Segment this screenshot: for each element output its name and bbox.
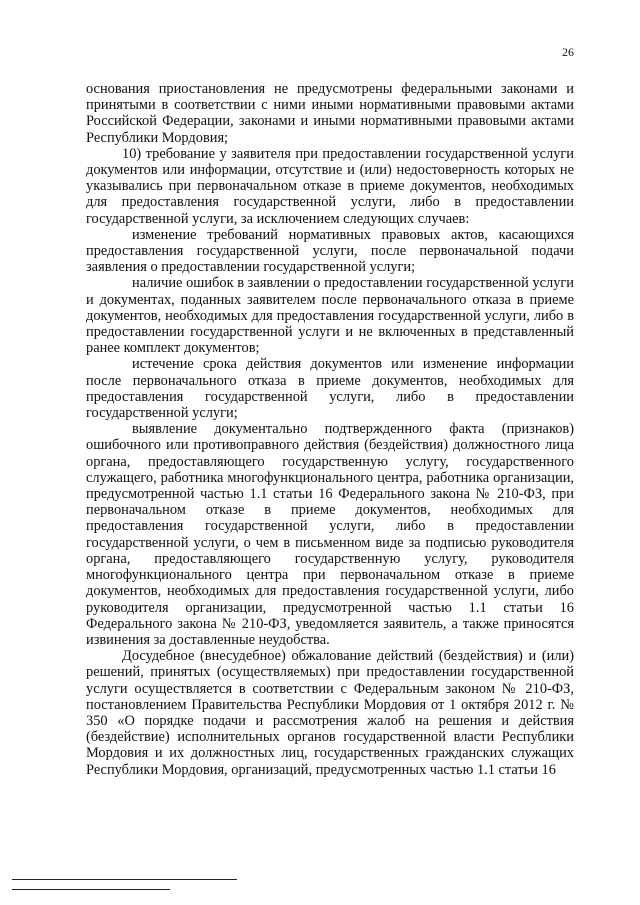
- paragraph-pretrial-appeal: Досудебное (внесудебное) обжалование действий (бездействия) и (или) решений, принятых (осуществляемых) при предоставлении государственной услуги осуществляется в соответствии с Федеральным законом № 210-ФЗ, постановлением Правительства Республики Мордовия от 1 октября 2012 г. № 350 «О порядке подачи и рассмотрения жалоб на решения и действия (бездействие) исполнительных органов государственной власти Республики Мордовия и их должностных лиц, государственных гражданских служащих Республики Мордовия, организаций, предусмотренных частью 1.1 статьи 16: [86, 648, 574, 778]
- list-item-application-errors: наличие ошибок в заявлении о предоставлении государственной услуги и документах, поданных заявителем после первоначального отказа в приеме документов, необходимых для предоставления государственной услуги, либо в предоставлении государственной услуги и не включенных в представленный ранее комплект документов;: [86, 275, 574, 357]
- list-item-unlawful-action: выявление документально подтвержденного факта (признаков) ошибочного или противоправного действия (бездействия) должностного лица органа, предоставляющего государственную услугу, государственного служащего, работника многофункционального центра, работника организации, предусмотренной частью 1.1 статьи 16 Федерального закона № 210-ФЗ, при первоначальном отказе в приеме документов, необходимых для предоставления государственной услуги, либо в предоставлении государственной услуги, о чем в письменном виде за подписью руководителя органа, предоставляющего государственную услугу, руководителя многофункционального центра при первоначальном отказе в приеме документов, необходимых для предоставления государственной услуги, либо руководителя организации, предусмотренной частью 1.1 статьи 16 Федерального закона № 210-ФЗ, уведомляется заявитель, а также приносятся извинения за доставленные неудобства.: [86, 421, 574, 648]
- document-body: [86, 81, 574, 778]
- paragraph-suspension-grounds: основания приостановления не предусмотрены федеральными законами и принятыми в соответствии с ними иными нормативными правовыми актами Российской Федерации, законами и иными нормативными правовыми актами Республики Мордовия;: [86, 81, 574, 146]
- footer-rule-short: [12, 889, 170, 890]
- list-item-requirements-change: изменение требований нормативных правовых актов, касающихся предоставления государственной услуги, после первоначальной подачи заявления о предоставлении государственной услуги;: [86, 226, 574, 276]
- list-item-document-expiry: истечение срока действия документов или изменение информации после первоначального отказа в приеме документов, необходимых для предоставления государственной услуги, либо в предоставлении государственной услуги;: [86, 356, 574, 422]
- paragraph-item-10: 10) требование у заявителя при предоставлении государственной услуги документов или информации, отсутствие и (или) недостоверность которых не указывались при первоначальном отказе в приеме документов, необходимых для предоставления государственной услуги, либо в предоставлении государственной услуги, за исключением следующих случаев:: [86, 145, 574, 227]
- page-number: 26: [562, 45, 574, 59]
- footer-rule: [12, 879, 237, 880]
